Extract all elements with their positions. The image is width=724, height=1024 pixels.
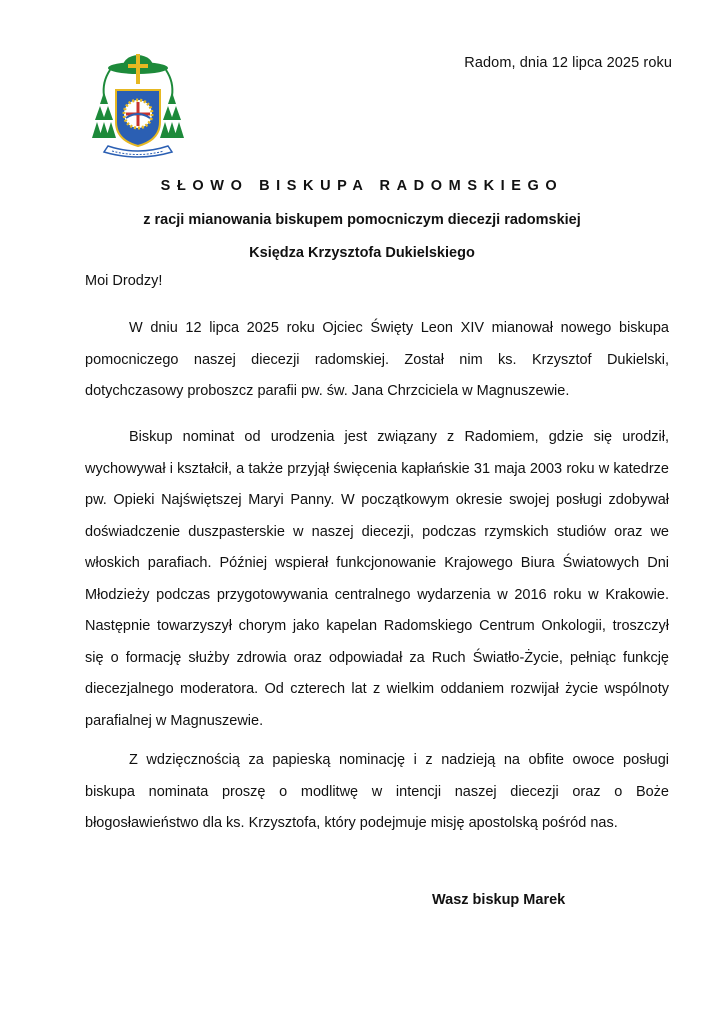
paragraph-prayer-request: Z wdzięcznością za papieską nominację i z nadzieją na obfite owoce posługi biskupa nominata proszę o modlitwę w intencji naszej diecezji oraz o Boże błogosławieństwo dla ks. Krzysztofa, który podejmuje misję apostolską pośród nas. — [85, 752, 669, 831]
document-subtitle-name: Księdza Krzysztofa Dukielskiego — [249, 245, 475, 261]
place-date: Radom, dnia 12 lipca 2025 roku — [464, 55, 672, 71]
bishop-coat-of-arms-icon — [92, 52, 184, 160]
paragraph-biography: Biskup nominat od urodzenia jest związany z Radomiem, gdzie się urodził, wychowywał i kształcił, a także przyjął święcenia kapłańskie 31 maja 2003 roku w katedrze pw. Opieki Najświętszej Maryi Panny. W początkowym okresie swojej posługi zdobywał doświadczenie duszpasterskie w naszej diecezji, podczas rzymskich studiów oraz we włoskich parafiach. Później wspierał funkcjonowanie Krajowego Biura Światowych Dni Młodzieży podczas przygotowywania centralnego wydarzenia w 2016 roku w Krakowie. Następnie towarzyszył chorym jako kapelan Radomskiego Centrum Onkologii, troszczył się o formację służby zdrowia oraz odpowiadał za Ruch Światło-Życie, pełniąc funkcję diecezjalnego moderatora. Od czterech lat z wielkim oddaniem rozwijał życie wspólnoty parafialnej w Magnuszewie. — [85, 429, 669, 729]
document-title: SŁOWO BISKUPA RADOMSKIEGO — [160, 178, 564, 194]
document-subtitle-occasion: z racji mianowania biskupem pomocniczym diecezji radomskiej — [143, 212, 581, 228]
greeting: Moi Drodzy! — [85, 273, 163, 289]
paragraph-appointment: W dniu 12 lipca 2025 roku Ojciec Święty Leon XIV mianował nowego biskupa pomocniczego naszej diecezji radomskiej. Został nim ks. Krzysztof Dukielski, dotychczasowy proboszcz parafii pw. św. Jana Chrzciciela w Magnuszewie. — [85, 320, 669, 399]
signature: Wasz biskup Marek — [432, 892, 566, 908]
